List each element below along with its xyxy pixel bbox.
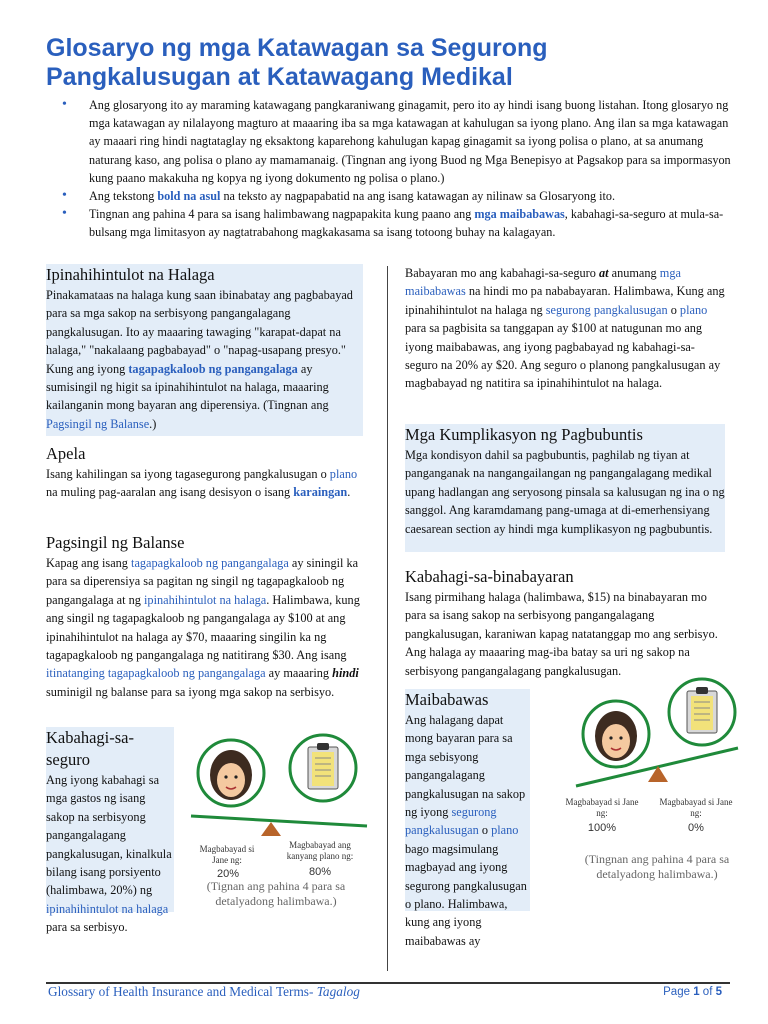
payer-caption: Magbabayad si Jane ng: [659,797,733,818]
term-definition: Isang pirmihang halaga (halimbawa, $15) na binabayaran mo para sa isang sakop na serbisyong pangangalagang pangkalusugan, karaniwan kapag natatanggap mo ang serbisyo. Ang halaga ay maaaring mag-iba batay sa uri ng sakop na serbisyong pangangalagang pangkalusugan. [405,590,718,678]
term-ipinahihintulot [46,264,363,436]
woman-face-icon [198,740,264,806]
glossary-link[interactable]: mga maibabawas [474,207,565,222]
intro-bullet-3: • Tingnan ang pahina 4 para sa isang halimbawang nagpapakita kung paano ang mga maibabawas, kabahagi-sa-seguro at mula-sa-bulsang mga limitasyon ay nagtatrabahong magkakasama sa isang totoong buhay na kalagayan. [62,205,734,241]
term-apela [46,443,363,523]
page-number: Page 1 of 5 [663,986,722,998]
term-kabahagi-continued [405,264,725,410]
term-maibabawas [405,689,530,948]
term-heading: Pagsingil ng Balanse [46,533,185,552]
glossary-link[interactable]: karaingan [293,485,348,500]
term-heading: Kabahagi-sa-binabayaran [405,567,574,586]
term-definition: Mga kondisyon dahil sa pagbubuntis, paghilab ng tiyan at panganganak na nangangailangan ng pangangalagang medikal upang hadlangan ang seryosong pinsala sa kalusugan ng ina o ng sanggol. Ang karamdamang pang-umaga at di-emerhensiyang caesarean section ay hindi mga kumplikasyon ng pagbubuntis. [405,448,725,536]
example-note: (Tignan ang pahina 4 para sa detalyadong halimbawa.) [206,879,346,908]
term-definition: Kapag ang isang tagapagkaloob ng pangangalaga ay siningil ka para sa diperensiya sa pagitan ng singil ng tagapagkaloob ng pangangalaga at ng ipinahihintulot na halaga. Halimbawa, kung ang singil ng tagapagkaloob ng pangangalaga ay $100 at ang ipinahihintulot na halaga ay $70, maaaring singilin ka ng tagapagkaloob ng pangangalaga ng natitirang $30. Ang isang itinatanging tagapagkaloob ng pangangalaga ay maaaring hindi suminigil ng balanse para sa iyong mga sakop na serbisyo. [46,556,360,699]
clipboard-icon [669,679,735,745]
glossary-link[interactable]: tagapagkaloob ng pangangalaga [131,556,289,570]
term-definition: Isang kahilingan sa iyong tagasegurong pangkalusugan o plano na muling pag-aaralan ang isang desisyon o isang karaingan. [46,467,358,500]
glossary-link[interactable]: plano [491,823,519,838]
term-heading: Maibabawas [405,690,489,709]
glossary-link[interactable]: Pagsingil ng Balanse [46,416,150,431]
intro-bullet-1: • Ang glosaryong ito ay maraming katawagang pangkaraniwang ginagamit, pero ito ay hindi isang buong listahan. Itong glosaryo ng mga katawagan ay nilalayong magturo at maaaring iba sa mga katawagan at kahulugan sa iyong plano. Ang ilan sa mga katawagan ay maaari ring hindi nagtataglay ng eksaktong kaparehong kahulugan kapag ginagamit sa iyong polisa o plano, at sa anumang naturang kaso, ang polisa o plano ay mamamanaig. (Tingnan ang iyong Buod ng Mga Benepisyo at Pagsakop para sa impormasyon kung paano makakuha ng kopya ng iyong dokumento ng polisa o plano.) [62,96,734,187]
term-heading: Kabahagi-sa-seguro [46,728,134,769]
term-heading: Ipinahihintulot na Halaga [46,265,215,284]
share-value: 100% [587,822,617,834]
glossary-link[interactable]: segurong pangkalusugan [405,805,497,838]
coinsurance-illustration [183,728,373,844]
term-pagsingil [46,532,363,716]
glossary-link[interactable]: mga maibabawas [405,266,681,299]
term-heading: Mga Kumplikasyon ng Pagbubuntis [405,425,643,444]
payer-caption: Magbabayad ang kanyang plano ng: [286,840,354,861]
intro-bullets [62,96,734,242]
share-value: 0% [688,822,704,834]
share-value: 80% [308,866,332,878]
seesaw-icon [191,816,367,836]
term-heading: Apela [46,444,86,463]
term-komplikasyon [405,424,725,552]
term-definition: Ang iyong kabahagi sa mga gastos ng isang sakop na serbisyong pangangalagang pangkalusugan, kinalkula bilang isang porsiyento (halimbawa, 20%) ng ipinahihintulot na halaga para sa serbisyo. [46,773,172,935]
term-definition: Ang halagang dapat mong bayaran para sa mga sebisyong pangangalagang pangkalusugan na sakop ng iyong segurong pangkalusugan o plano bago magsimulang magbayad ang iyong segurong pangkalusugan o plano. Halimbawa, kung ang iyong maibabawas ay [405,713,527,948]
title-line-1: Glosaryo ng mga Katawagan sa Segurong [46,34,548,62]
glossary-link[interactable]: plano [329,467,358,481]
footer-document-title: Glossary of Health Insurance and Medical Terms- Tagalog [48,984,360,999]
glossary-link[interactable]: ipinahihintulot na halaga [46,901,169,916]
glossary-link[interactable]: plano [679,302,708,317]
glossary-link[interactable]: ipinahihintulot na halaga [144,592,267,607]
column-divider [387,266,388,971]
term-definition: Pinakamataas na halaga kung saan ibinabatay ang pagbabayad para sa mga sakop na serbisyong pangangalagang pangkalusugan. Ito ay maaaring tawaging "karapat-dapat na halaga," "nakalaang pagbabayad" o "napag-usapang presyo." Kung ang iyong tagapagkaloob ng pangangalaga ay sumisingil ng higit sa ipinahihintulot na halaga, maaaring kailanganin mong bayaran ang diperensiya. (Tingnan ang Pagsingil ng Balanse.) [46,288,353,431]
term-binabayaran [405,566,725,678]
intro-bullet-2: • Ang tekstong bold na asul na teksto ay nagpapabatid na ang isang katawagan ay nilinaw sa Glosaryong ito. [62,187,734,205]
glossary-link[interactable]: bold na asul [157,189,221,204]
payer-caption: Magbabayad si Jane ng: [565,797,639,818]
deductible-illustration [566,676,742,792]
title-line-2: Pangkalusugan at Katawagang Medikal [46,63,513,91]
clipboard-icon [290,735,356,801]
term-kabahagi [46,727,174,935]
share-value: 20% [216,868,240,880]
glossary-link[interactable]: itinatanging tagapagkaloob ng pangangalaga [46,666,266,681]
page-title [46,34,746,92]
term-definition: Babayaran mo ang kabahagi-sa-seguro at anumang mga maibabawas na hindi mo pa nababayaran. Halimbawa, Kung ang ipinahihintulot na halaga ng segurong pangkalusugan o plano para sa pagbisita sa tanggapan ay $100 at natugunan mo ang iyong maibabawas, ang iyong pagbabayad ng kabahagi-sa-seguro na 20% ay $20. Ang seguro o planong pangkalusugan ay magbabayad ng natitira sa ipinahihintulot na halaga. [405,266,725,391]
example-note: (Tingnan ang pahina 4 para sa detalyadong halimbawa.) [584,852,730,881]
glossary-link[interactable]: tagapagkaloob ng pangangalaga [128,361,298,376]
payer-caption: Magbabayad si Jane ng: [199,844,255,865]
woman-face-icon [583,701,649,767]
glossary-link[interactable]: segurong pangkalusugan [545,302,668,317]
